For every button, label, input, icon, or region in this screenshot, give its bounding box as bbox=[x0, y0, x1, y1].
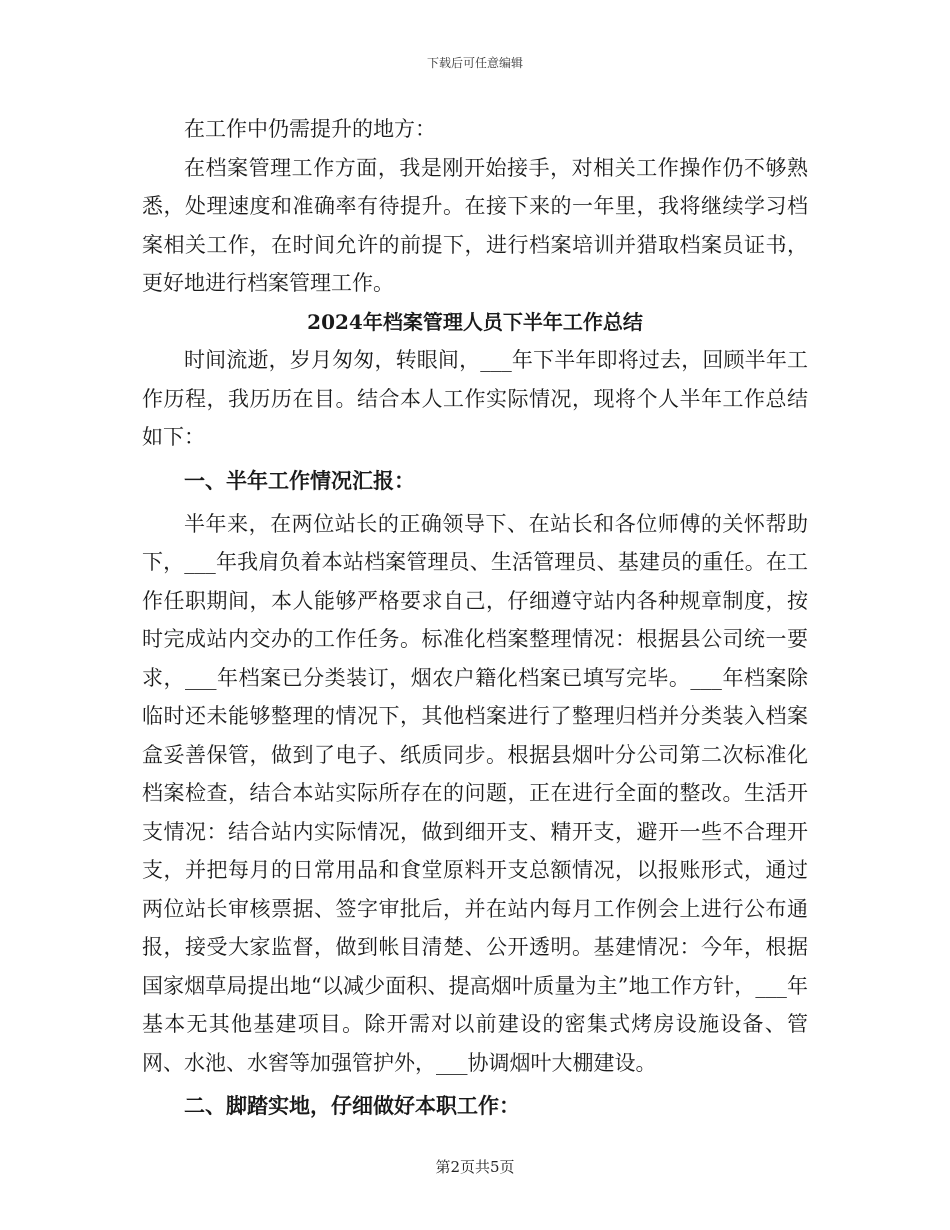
paragraph-archive-work: 在档案管理工作方面，我是刚开始接手，对相关工作操作仍不够熟悉，处理速度和准确率有待提升。在接下来的一年里，我将继续学习档案相关工作，在时间允许的前提下，进行档案培训并猎取档案员证书，更好地进行档案管理工作。 bbox=[142, 155, 808, 295]
paragraph-work-report: 半年来，在两位站长的正确领导下、在站长和各位师傅的关怀帮助下，___年我肩负着本站档案管理员、生活管理员、基建员的重任。在工作任职期间，本人能够严格要求自己，仔细遵守站内各种规章制度，按时完成站内交办的工作任务。标准化档案整理情况：根据县公司统一要求，___年档案已分类装订，烟农户籍化档案已填写完毕。___年档案除临时还未能够整理的情况下，其他档案进行了整理归档并分类装入档案盒妥善保管，做到了电子、纸质同步。根据县烟叶分公司第二次标准化档案检查，结合本站实际所存在的问题，正在进行全面的整改。生活开支情况：结合站内实际情况，做到细开支、精开支，避开一些不合理开支，并把每月的日常用品和食堂原料开支总额情况，以报账形式，通过两位站长审核票据、签字审批后，并在站内每月工作例会上进行公布通报，接受大家监督，做到帐目清楚、公开透明。基建情况：今年，根据国家烟草局提出地“以减少面积、提高烟叶质量为主”地工作方针，___年基本无其他基建项目。除开需对以前建设的密集式烤房设施设备、管网、水池、水窖等加强管护外，___协调烟叶大棚建设。 bbox=[142, 511, 808, 1075]
section-heading-2: 二、脚踏实地，仔细做好本职工作： bbox=[184, 1093, 520, 1118]
page-number: 第2页共5页 bbox=[435, 1158, 515, 1176]
document-title: 2024年档案管理人员下半年工作总结 bbox=[307, 309, 643, 334]
section-heading-1: 一、半年工作情况汇报： bbox=[184, 467, 415, 493]
paragraph-summary-intro: 时间流逝，岁月匆匆，转眼间，___年下半年即将过去，回顾半年工作历程，我历历在目。结合本人工作实际情况，现将个人半年工作总结如下： bbox=[142, 348, 808, 449]
paragraph-improvement-intro: 在工作中仍需提升的地方： bbox=[184, 117, 436, 141]
document-body bbox=[142, 110, 808, 1130]
page-header-note: 下载后可任意编辑 bbox=[426, 56, 523, 70]
